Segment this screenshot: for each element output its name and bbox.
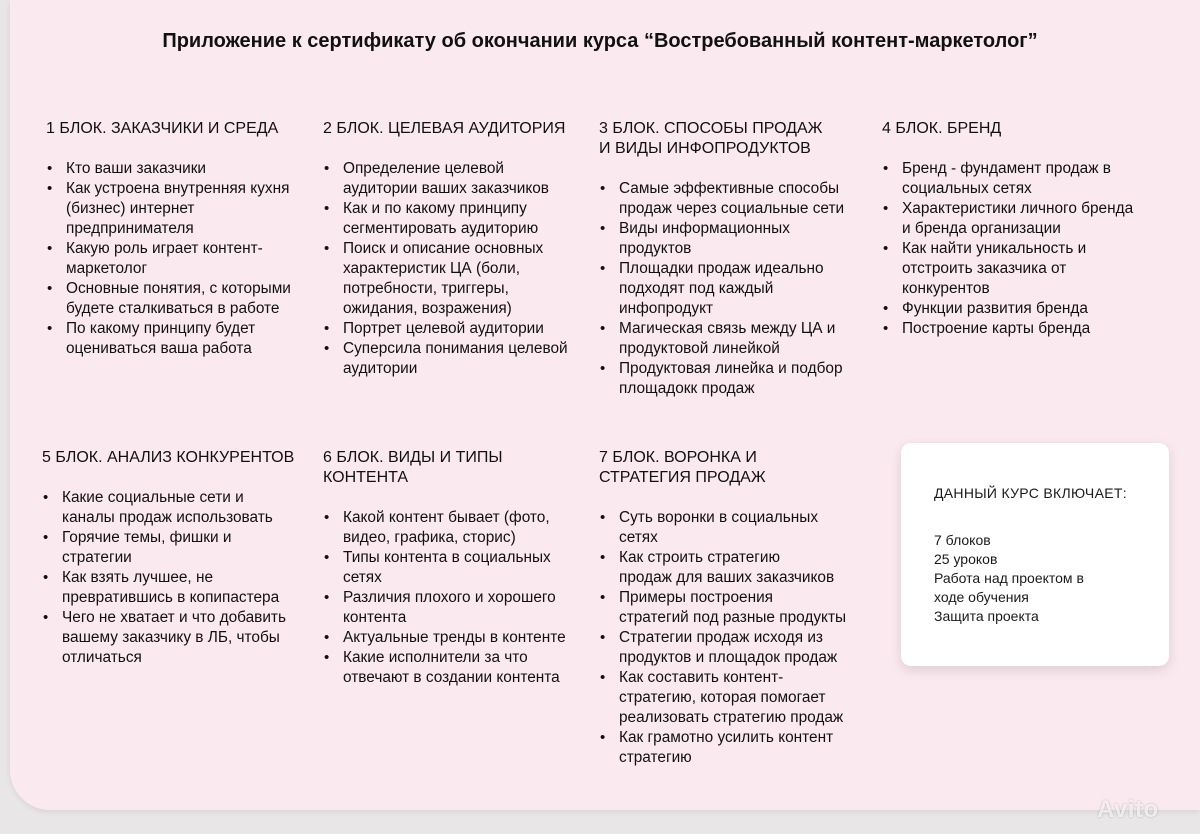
block-2 (323, 119, 593, 379)
block-title (599, 119, 869, 159)
block-title-line: И ВИДЫ ИНФОПРОДУКТОВ (599, 140, 811, 157)
bullet-item (343, 648, 593, 688)
bullet-item-line: • Горячие темы, фишки и (62, 529, 232, 546)
bullet-item-line: контента (343, 609, 407, 626)
bullet-item-line: • Портрет целевой аудитории (343, 320, 544, 337)
bullet-item-line: • Чего не хватает и что добавить (62, 609, 286, 626)
block-items (599, 508, 869, 768)
course-summary-heading: ДАННЫЙ КУРС ВКЛЮЧАЕТ: (934, 485, 1127, 501)
bullet-item-line: предпринимателя (66, 220, 194, 237)
bullet-item (619, 548, 869, 588)
block-title-line: 6 БЛОК. ВИДЫ И ТИПЫ (323, 449, 503, 466)
bullet-item-line: стратегий под разные продукты (619, 609, 847, 626)
summary-line: 25 уроков (934, 551, 998, 567)
course-summary-card (901, 443, 1169, 666)
block-title-line: 4 БЛОК. БРЕНД (882, 120, 1002, 137)
course-summary-lines (934, 531, 1084, 626)
bullet-item-line: • Суть воронки в социальных (619, 509, 819, 526)
bullet-item-line: • Как найти уникальность и (902, 240, 1087, 257)
summary-line: ходе обучения (934, 589, 1029, 605)
block-3 (599, 119, 869, 399)
bullet-item-line: социальных сетях (902, 180, 1032, 197)
bullet-item-line: продуктовой линейкой (619, 340, 780, 357)
bullet-item-line: реализовать стратегию продаж (619, 709, 844, 726)
bullet-item (66, 179, 316, 239)
bullet-item-line: сегментировать аудиторию (343, 220, 539, 237)
block-items (42, 488, 312, 668)
block-items (46, 159, 316, 359)
bullet-item (66, 279, 316, 319)
bullet-item-line: • Какие социальные сети и (62, 489, 244, 506)
bullet-item-line: характеристик ЦА (боли, (343, 260, 520, 277)
bullet-item-line: • Стратегии продаж исходя из (619, 629, 823, 646)
bullet-item-line: • Характеристики личного бренда (902, 200, 1134, 217)
bullet-item (619, 179, 869, 219)
block-items (599, 179, 869, 399)
bullet-item (343, 548, 593, 588)
bullet-item (343, 319, 593, 339)
block-title-line: 5 БЛОК. АНАЛИЗ КОНКУРЕНТОВ (42, 449, 295, 466)
bullet-item-line: • Какие исполнители за что (343, 649, 528, 666)
bullet-item-line: сетях (343, 569, 382, 586)
bullet-item-line: • Примеры построения (619, 589, 774, 606)
bullet-item-line: площадокк продаж (619, 380, 755, 397)
bullet-item (619, 259, 869, 319)
bullet-item (902, 159, 1152, 199)
bullet-item (619, 508, 869, 548)
page-title: Приложение к сертификату об окончании курса “Востребованный контент-маркетолог” (162, 30, 1038, 52)
bullet-item-line: • Различия плохого и хорошего (343, 589, 556, 606)
bullet-item-line: • Как строить стратегию (619, 549, 781, 566)
bullet-item (62, 608, 312, 668)
bullet-item (343, 159, 593, 199)
block-title (882, 119, 1152, 139)
block-title-line: 2 БЛОК. ЦЕЛЕВАЯ АУДИТОРИЯ (323, 120, 566, 137)
bullet-item-line: • Бренд - фундамент продаж в (902, 160, 1111, 177)
bullet-item (902, 239, 1152, 299)
bullet-item (619, 588, 869, 628)
bullet-item-line: • Какую роль играет контент- (66, 240, 263, 257)
block-7 (599, 448, 869, 768)
bullet-item-line: • Как и по какому принципу (343, 200, 527, 217)
bullet-item-line: каналы продаж использовать (62, 509, 273, 526)
bullet-item (902, 299, 1152, 319)
bullet-item-line: отличаться (62, 649, 142, 666)
block-title-line: 1 БЛОК. ЗАКАЗЧИКИ И СРЕДА (46, 120, 279, 137)
bullet-item (343, 339, 593, 379)
bullet-item-line: (бизнес) интернет (66, 200, 195, 217)
block-title (46, 119, 316, 139)
bullet-item (619, 219, 869, 259)
bullet-item-line: • Как грамотно усилить контент (619, 729, 834, 746)
bullet-item-line: потребности, триггеры, (343, 280, 509, 297)
bullet-item (66, 159, 316, 179)
bullet-item-line: • Площадки продаж идеально (619, 260, 824, 277)
bullet-item-line: аудитории (343, 360, 418, 377)
bullet-item (62, 568, 312, 608)
bullet-item (619, 728, 869, 768)
bullet-item-line: • Как взять лучшее, не (62, 569, 214, 586)
block-5 (42, 448, 312, 668)
bullet-item-line: оцениваться ваша работа (66, 340, 252, 357)
block-items (323, 159, 593, 379)
summary-line: Работа над проектом в (934, 570, 1084, 586)
bullet-item-line: отвечают в создании контента (343, 669, 560, 686)
bullet-item-line: • Продуктовая линейка и подбор (619, 360, 843, 377)
summary-line: Защита проекта (934, 608, 1039, 624)
bullet-item (343, 628, 593, 648)
block-title (42, 448, 312, 468)
bullet-item-line: вашему заказчику в ЛБ, чтобы (62, 629, 280, 646)
avito-watermark: Avito (1097, 796, 1159, 823)
block-items (323, 508, 593, 688)
bullet-item-line: продаж для ваших заказчиков (619, 569, 835, 586)
bullet-item (619, 628, 869, 668)
bullet-item (62, 488, 312, 528)
block-title (323, 119, 593, 139)
bullet-item-line: • Построение карты бренда (902, 320, 1091, 337)
bullet-item-line: стратегию, которая помогает (619, 689, 826, 706)
bullet-item-line: отстроить заказчика от (902, 260, 1067, 277)
bullet-item-line: • Магическая связь между ЦА и (619, 320, 836, 337)
bullet-item-line: маркетолог (66, 260, 148, 277)
block-1 (46, 119, 316, 359)
bullet-item (343, 239, 593, 319)
block-title-line: КОНТЕНТА (323, 469, 409, 486)
bullet-item-line: инфопродукт (619, 300, 714, 317)
bullet-item (66, 239, 316, 279)
bullet-item-line: продаж через социальные сети (619, 200, 845, 217)
bullet-item-line: • Как устроена внутренняя кухня (66, 180, 290, 197)
bullet-item-line: продуктов (619, 240, 692, 257)
bullet-item-line: и бренда организации (902, 220, 1061, 237)
block-6 (323, 448, 593, 688)
bullet-item-line: продуктов и площадок продаж (619, 649, 838, 666)
bullet-item-line: • Основные понятия, с которыми (66, 280, 291, 297)
bullet-item (619, 359, 869, 399)
bullet-item-line: • По какому принципу будет (66, 320, 256, 337)
block-title-line: 7 БЛОК. ВОРОНКА И (599, 449, 757, 466)
bullet-item-line: аудитории ваших заказчиков (343, 180, 549, 197)
bullet-item-line: видео, графика, сторис) (343, 529, 516, 546)
bullet-item-line: • Определение целевой (343, 160, 504, 177)
bullet-item (902, 199, 1152, 239)
block-title-line: СТРАТЕГИЯ ПРОДАЖ (599, 469, 766, 486)
bullet-item-line: стратегию (619, 749, 692, 766)
bullet-item (619, 319, 869, 359)
bullet-item-line: • Виды информационных (619, 220, 790, 237)
bullet-item-line: сетях (619, 529, 658, 546)
block-title (599, 448, 869, 488)
bullet-item-line: подходят под каждый (619, 280, 774, 297)
bullet-item-line: конкурентов (902, 280, 990, 297)
bullet-item (343, 199, 593, 239)
block-title (323, 448, 593, 488)
bullet-item-line: превратившись в копипастера (62, 589, 280, 606)
bullet-item-line: стратегии (62, 549, 132, 566)
bullet-item-line: • Кто ваши заказчики (66, 160, 207, 177)
bullet-item-line: • Актуальные тренды в контенте (343, 629, 566, 646)
bullet-item (66, 319, 316, 359)
bullet-item (343, 508, 593, 548)
bullet-item-line: • Функции развития бренда (902, 300, 1088, 317)
bullet-item-line: • Какой контент бывает (фото, (343, 509, 550, 526)
bullet-item-line: • Суперсила понимания целевой (343, 340, 568, 357)
block-4 (882, 119, 1152, 339)
bullet-item-line: будете сталкиваться в работе (66, 300, 280, 317)
bullet-item-line: • Как составить контент- (619, 669, 784, 686)
block-items (882, 159, 1152, 339)
summary-line: 7 блоков (934, 532, 991, 548)
bullet-item (62, 528, 312, 568)
bullet-item-line: ожидания, возражения) (343, 300, 512, 317)
block-title-line: 3 БЛОК. СПОСОБЫ ПРОДАЖ (599, 120, 823, 137)
bullet-item (343, 588, 593, 628)
bullet-item (902, 319, 1152, 339)
bullet-item (619, 668, 869, 728)
bullet-item-line: • Типы контента в социальных (343, 549, 551, 566)
bullet-item-line: • Поиск и описание основных (343, 240, 544, 257)
bullet-item-line: • Самые эффективные способы (619, 180, 840, 197)
